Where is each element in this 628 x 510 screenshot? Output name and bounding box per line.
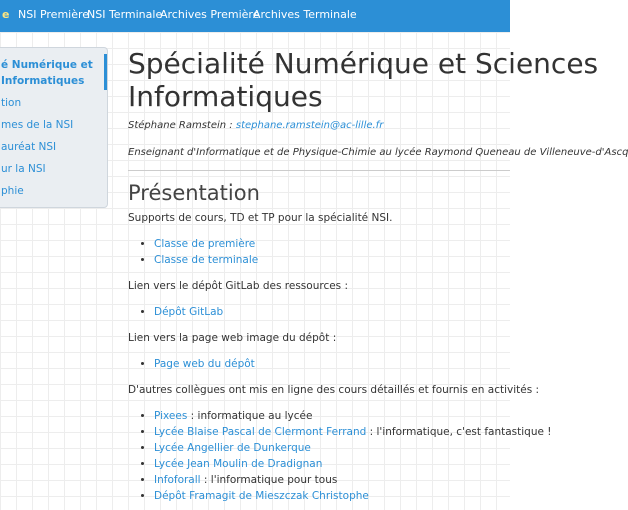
divider [128, 170, 510, 171]
top-navbar [0, 0, 510, 32]
sidebar-item-specialite[interactable]: é Numérique et [1, 59, 93, 71]
nav-item-archives-terminale[interactable]: Archives Terminale [253, 8, 357, 21]
sidebar-item-programmes[interactable]: mes de la NSI [1, 119, 74, 131]
gitlab-intro-text: Lien vers le dépôt GitLab des ressources : [128, 280, 349, 292]
colleague-desc: : l'informatique, c'est fantastique ! [366, 426, 552, 438]
page-title-line2: Informatiques [128, 80, 323, 113]
intro-text: Supports de cours, TD et TP pour la spécialité NSI. [128, 212, 393, 224]
author-email-link[interactable]: stephane.ramstein@ac-lille.fr [235, 120, 384, 131]
page-title [128, 47, 599, 113]
link-classe-premiere[interactable]: Classe de première [154, 238, 256, 250]
sidebar-item-specialite-line2[interactable]: Informatiques [1, 75, 85, 87]
link-page-web-depot[interactable]: Page web du dépôt [154, 358, 255, 370]
colleague-desc: : informatique au lycée [187, 410, 313, 422]
list-item [154, 440, 552, 456]
sidebar-item-pour-la-nsi[interactable]: ur la NSI [1, 163, 46, 175]
nav-item-nsi-premiere[interactable]: NSI Première [18, 8, 90, 21]
colleagues-links-list [140, 408, 552, 504]
webpage-links-list [140, 356, 255, 372]
link-depot-framagit[interactable]: Dépôt Framagit de Mieszczak Christophe [154, 490, 369, 502]
list-item [154, 472, 552, 488]
author-role: Enseignant d'Informatique et de Physique-Chimie au lycée Raymond Queneau de Villeneuve-d'Ascq [128, 147, 628, 158]
sidebar-item-presentation[interactable]: tion [1, 97, 22, 109]
sidebar-item-bibliographie[interactable]: phie [1, 185, 24, 197]
author-line [128, 120, 383, 131]
colleague-desc: : l'informatique pour tous [200, 474, 338, 486]
nav-item-home[interactable]: e [2, 8, 10, 21]
list-item [154, 488, 552, 504]
link-lycee-jean-moulin[interactable]: Lycée Jean Moulin de Dradignan [154, 458, 323, 470]
section-heading-presentation: Présentation [128, 181, 260, 205]
link-depot-gitlab[interactable]: Dépôt GitLab [154, 306, 224, 318]
link-infoforall[interactable]: Infoforall [154, 474, 201, 486]
course-links-list [140, 236, 258, 268]
link-lycee-blaise-pascal[interactable]: Lycée Blaise Pascal de Clermont Ferrand [154, 426, 367, 438]
list-item [154, 456, 552, 472]
page-title-line1: Spécialité Numérique et Sciences [128, 47, 599, 80]
sidebar-active-indicator [104, 54, 107, 90]
author-name: Stéphane Ramstein : [128, 120, 236, 131]
link-pixees[interactable]: Pixees [154, 410, 188, 422]
list-item [154, 252, 258, 268]
gitlab-links-list [140, 304, 223, 320]
webpage-intro-text: Lien vers la page web image du dépôt : [128, 332, 337, 344]
link-classe-terminale[interactable]: Classe de terminale [154, 254, 259, 266]
list-item [154, 424, 552, 440]
sidebar-toc [0, 47, 108, 208]
nav-item-archives-premiere[interactable]: Archives Première [160, 8, 260, 21]
link-lycee-angellier[interactable]: Lycée Angellier de Dunkerque [154, 442, 311, 454]
list-item [154, 408, 552, 424]
list-item [154, 236, 258, 252]
sidebar-item-baccalaureat[interactable]: auréat NSI [1, 141, 57, 153]
colleagues-intro-text: D'autres collègues ont mis en ligne des cours détaillés et fournis en activités : [128, 384, 540, 396]
list-item [154, 356, 255, 372]
list-item [154, 304, 223, 320]
nav-item-nsi-terminale[interactable]: NSI Terminale [87, 8, 163, 21]
